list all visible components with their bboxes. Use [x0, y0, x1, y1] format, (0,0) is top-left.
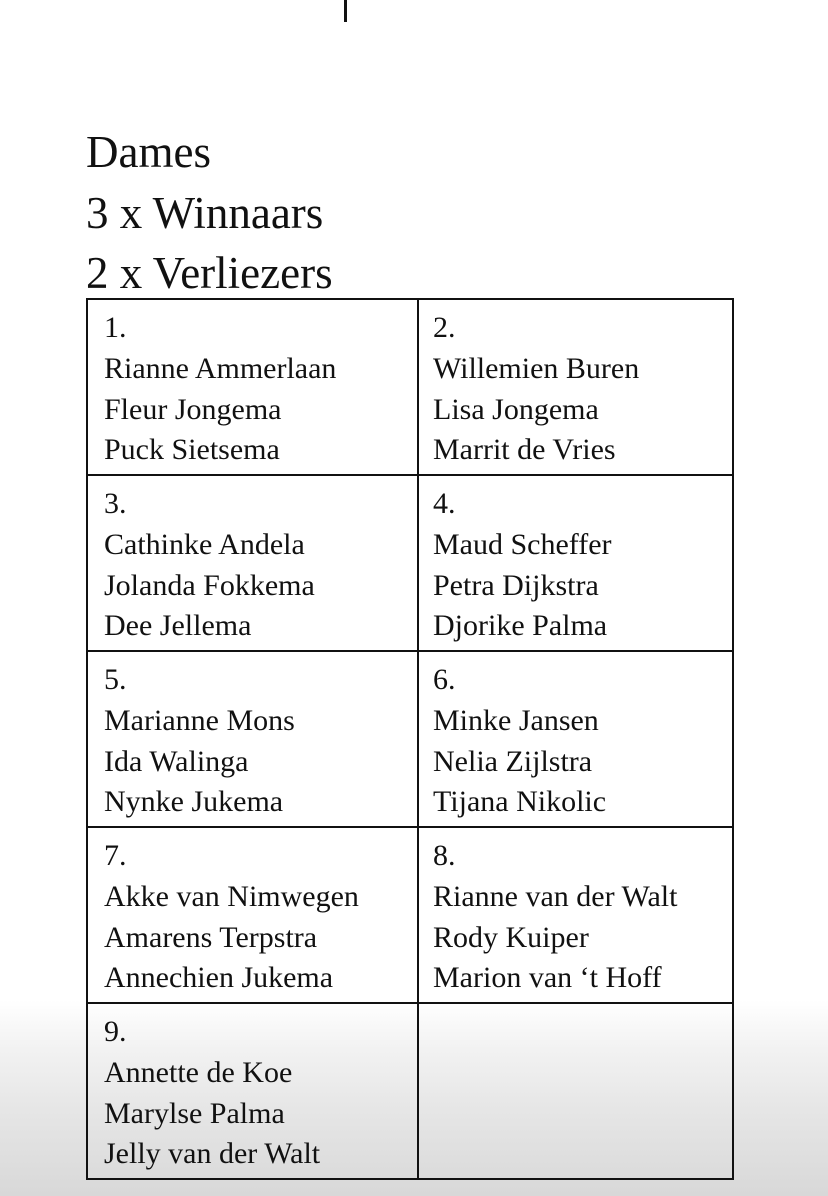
team-cell — [87, 1003, 418, 1179]
team-member: Marianne Mons — [104, 703, 295, 737]
teams-table — [86, 298, 734, 1180]
team-member: Maud Scheffer — [433, 527, 612, 561]
team-number: 3. — [104, 487, 127, 520]
team-cell — [418, 827, 733, 1003]
team-member: Marion van ‘t Hoff — [433, 961, 662, 995]
heading-category: Dames — [86, 127, 211, 177]
team-number: 1. — [104, 311, 127, 344]
team-cell — [418, 651, 733, 827]
team-member: Amarens Terpstra — [104, 920, 318, 954]
team-member: Annechien Jukema — [104, 961, 334, 995]
team-number: 5. — [104, 663, 127, 696]
team-member: Djorike Palma — [433, 609, 608, 643]
team-member: Marylse Palma — [104, 1096, 285, 1130]
team-cell — [87, 299, 418, 475]
team-member: Rody Kuiper — [433, 920, 589, 954]
table-row — [87, 1003, 733, 1179]
team-member: Jelly van der Walt — [104, 1137, 321, 1171]
team-member: Rianne van der Walt — [433, 879, 678, 913]
table-row — [87, 299, 733, 475]
team-number: 9. — [104, 1015, 127, 1048]
table-row — [87, 827, 733, 1003]
team-member: Rianne Ammerlaan — [104, 351, 337, 385]
heading-losers: 2 x Verliezers — [86, 248, 333, 298]
team-cell — [87, 651, 418, 827]
table-row — [87, 651, 733, 827]
team-number: 4. — [433, 487, 456, 520]
team-number: 2. — [433, 311, 456, 344]
team-number: 8. — [433, 839, 456, 872]
page-heading — [86, 122, 333, 304]
team-member: Annette de Koe — [104, 1055, 293, 1089]
heading-winners: 3 x Winnaars — [86, 187, 324, 238]
team-member: Puck Sietsema — [104, 433, 280, 467]
empty-cell — [418, 1003, 733, 1179]
table-row — [87, 475, 733, 651]
team-cell — [418, 475, 733, 651]
team-number: 7. — [104, 839, 127, 872]
team-member: Jolanda Fokkema — [104, 568, 315, 602]
top-edge-mark — [344, 0, 347, 22]
team-number: 6. — [433, 663, 456, 696]
team-member: Akke van Nimwegen — [104, 879, 359, 913]
team-member: Willemien Buren — [433, 351, 640, 385]
team-member: Marrit de Vries — [433, 433, 616, 467]
team-cell — [87, 475, 418, 651]
team-cell — [87, 827, 418, 1003]
team-member: Lisa Jongema — [433, 392, 599, 426]
team-member: Nynke Jukema — [104, 785, 284, 819]
team-member: Cathinke Andela — [104, 527, 305, 561]
team-cell — [418, 299, 733, 475]
team-member: Fleur Jongema — [104, 392, 282, 426]
team-member: Ida Walinga — [104, 744, 249, 778]
team-member: Petra Dijkstra — [433, 568, 599, 602]
team-member: Dee Jellema — [104, 609, 252, 643]
team-member: Minke Jansen — [433, 703, 599, 737]
team-member: Tijana Nikolic — [433, 785, 607, 819]
team-member: Nelia Zijlstra — [433, 744, 593, 778]
